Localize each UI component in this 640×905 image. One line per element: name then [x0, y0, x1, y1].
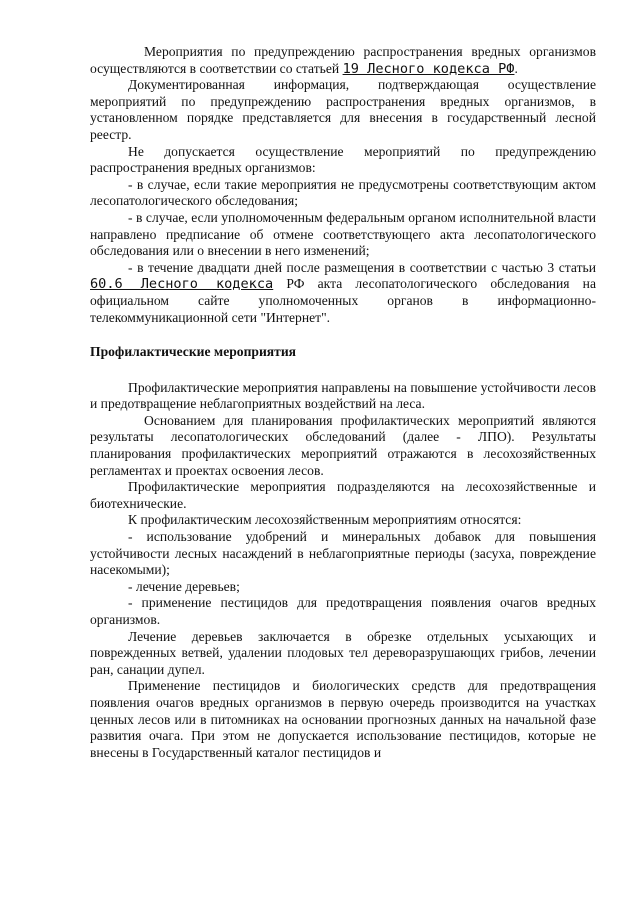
paragraph-pesticide-use: Применение пестицидов и биологических средств для предотвращения появления очагов вредных организмов в первую очередь производится на участках ценных лесов или в питомниках на основании прогнозных данных на начальной фазе развития очага. При этом не допускается использование пестицидов, которые не внесены в Государственный каталог пестицидов и: [90, 678, 596, 760]
list-item-pesticides: - применение пестицидов для предотвращения появления очагов вредных организмов.: [90, 595, 596, 627]
section-heading: Профилактические мероприятия: [90, 344, 297, 360]
paragraph-forestry-measures: К профилактическим лесохозяйственным мероприятиям относятся:: [128, 512, 522, 528]
document-page: [90, 44, 596, 761]
paragraph-documented-info: Документированная информация, подтверждающая осуществление мероприятий по предупреждению распространения вредных организмов, в установленном порядке представляется для внесения в государственный лесной реестр.: [90, 77, 596, 142]
paragraph-text: РФ акта лесопатологического обследования на официальном сайте уполномоченных органов в информационно-телекоммуникационной сети "Интернет".: [90, 276, 596, 325]
paragraph-planning-basis: Основанием для планирования профилактических мероприятий являются результаты лесопатологических обследований (далее - ЛПО). Результаты планирования профилактических мероприятий отражаются в лесохозяйственных регламентах и проектах освоения лесов.: [90, 412, 596, 478]
paragraph-text: - в течение двадцати дней после размещения в соответствии с частью 3 статьи: [128, 259, 596, 275]
list-item-case-2: - в случае, если уполномоченным федеральным органом исполнительной власти направлено предписание об отмене соответствующего акта лесопатологического обследования или о внесении в него изменений;: [90, 209, 596, 259]
list-item-fertilizers: - использование удобрений и минеральных добавок для повышения устойчивости лесных насаждений в неблагоприятные периоды (засуха, повреждение насекомыми);: [90, 529, 596, 578]
link-forest-code-article-19[interactable]: 19 Лесного кодекса РФ: [342, 60, 515, 77]
list-item-tree-treatment: - лечение деревьев;: [128, 578, 240, 594]
list-item-case-1: - в случае, если такие мероприятия не предусмотрены соответствующим актом лесопатологического обследования;: [90, 176, 596, 209]
list-item-case-3: [90, 260, 596, 326]
paragraph-subdivision: Профилактические мероприятия подразделяются на лесохозяйственные и биотехнические.: [90, 479, 596, 511]
paragraph-not-allowed: Не допускается осуществление мероприятий по предупреждению распространения вредных организмов:: [90, 143, 596, 176]
paragraph-text: .: [514, 60, 518, 76]
paragraph-prevention-purpose: Профилактические мероприятия направлены на повышение устойчивости лесов и предотвращение неблагоприятных воздействий на леса.: [90, 379, 596, 412]
paragraph-tree-treatment: Лечение деревьев заключается в обрезке отдельных усыхающих и поврежденных ветвей, удалении плодовых тел дереворазрушающих грибов, лечении ран, санации дупел.: [90, 628, 596, 677]
paragraph-article-19: [90, 44, 596, 77]
paragraph-text: Мероприятия по предупреждению распространения вредных организмов осуществляются в соответствии со статьей: [90, 44, 596, 76]
link-forest-code-article-60-6[interactable]: 60.6 Лесного кодекса: [90, 276, 274, 293]
